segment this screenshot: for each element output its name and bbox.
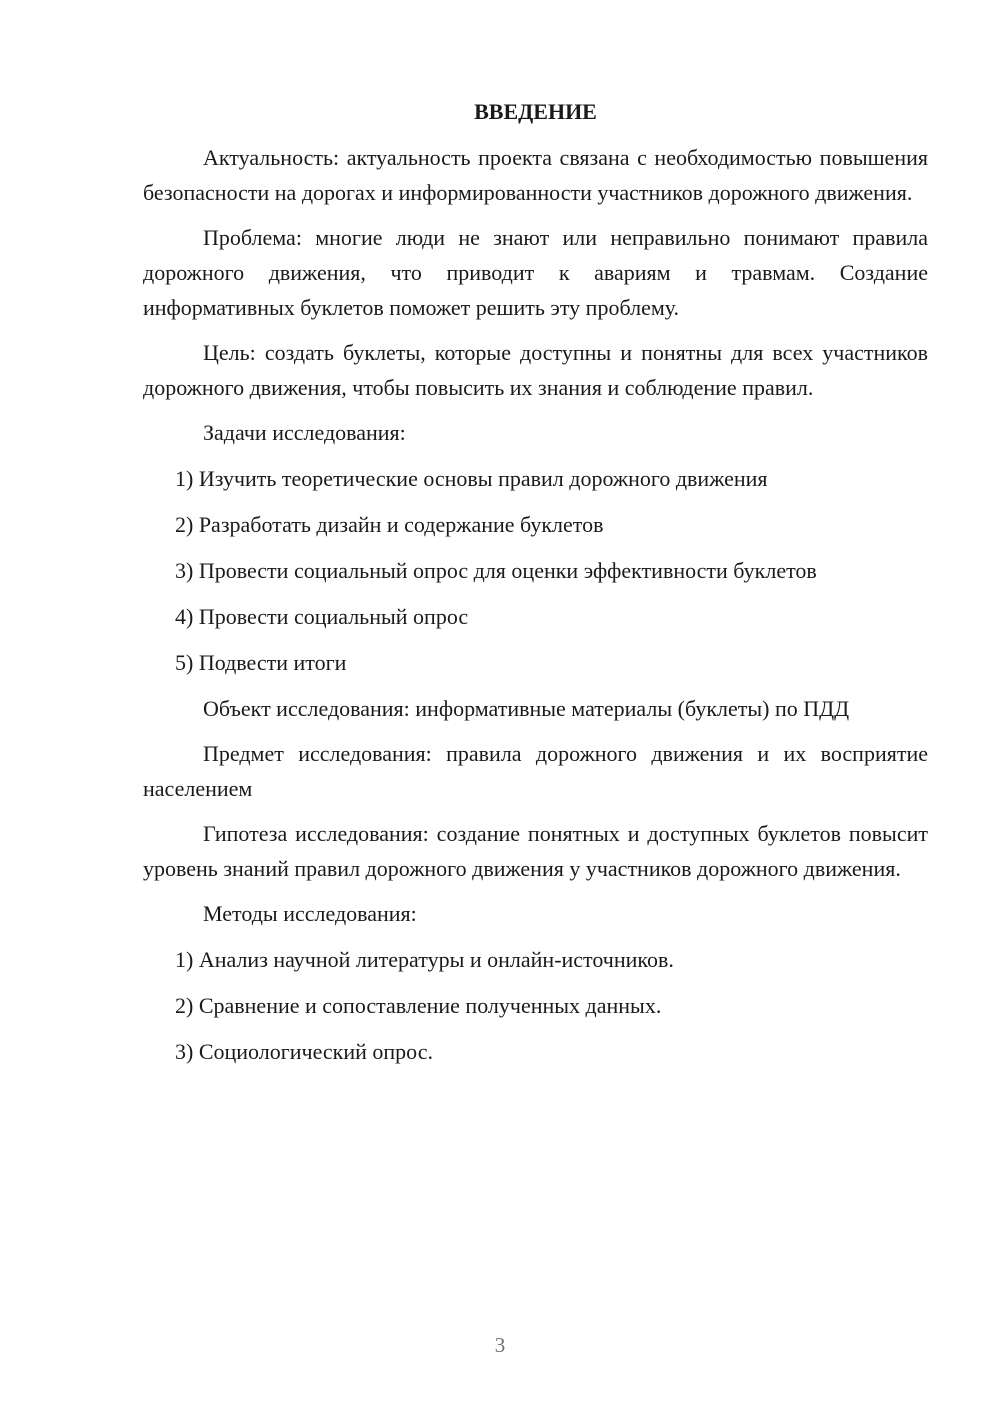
methods-list: [143, 942, 928, 1069]
task-item: 2) Разработать дизайн и содержание буклетов: [175, 512, 604, 537]
tasks-list: [143, 461, 928, 680]
section-heading: ВВЕДЕНИЕ: [474, 99, 597, 124]
document-page: [143, 95, 928, 1080]
method-item: 1) Анализ научной литературы и онлайн-источников.: [175, 947, 674, 972]
method-item: 3) Социологический опрос.: [175, 1039, 433, 1064]
object-paragraph: Объект исследования: информативные материалы (буклеты) по ПДД: [203, 696, 850, 721]
problem-paragraph: Проблема: многие люди не знают или неправильно понимают правила дорожного движения, что приводит к авариям и травмам. Создание информативных буклетов поможет решить эту проблему.: [143, 225, 928, 320]
task-item: 4) Провести социальный опрос: [175, 604, 469, 629]
task-item: 1) Изучить теоретические основы правил дорожного движения: [175, 466, 768, 491]
page-number: 3: [494, 1333, 506, 1357]
subject-paragraph: Предмет исследования: правила дорожного движения и их восприятие населением: [143, 741, 928, 801]
method-item: 2) Сравнение и сопоставление полученных данных.: [175, 993, 662, 1018]
task-item: 3) Провести социальный опрос для оценки эффективности буклетов: [175, 558, 817, 583]
hypothesis-paragraph: Гипотеза исследования: создание понятных и доступных буклетов повысит уровень знаний правил дорожного движения у участников дорожного движения.: [143, 821, 928, 881]
relevance-paragraph: Актуальность: актуальность проекта связана с необходимостью повышения безопасности на дорогах и информированности участников дорожного движения.: [143, 145, 928, 205]
task-item: 5) Подвести итоги: [175, 650, 347, 675]
tasks-title: Задачи исследования:: [203, 420, 406, 445]
methods-title: Методы исследования:: [203, 901, 417, 926]
goal-paragraph: Цель: создать буклеты, которые доступны и понятны для всех участников дорожного движения, чтобы повысить их знания и соблюдение правил.: [143, 340, 928, 400]
